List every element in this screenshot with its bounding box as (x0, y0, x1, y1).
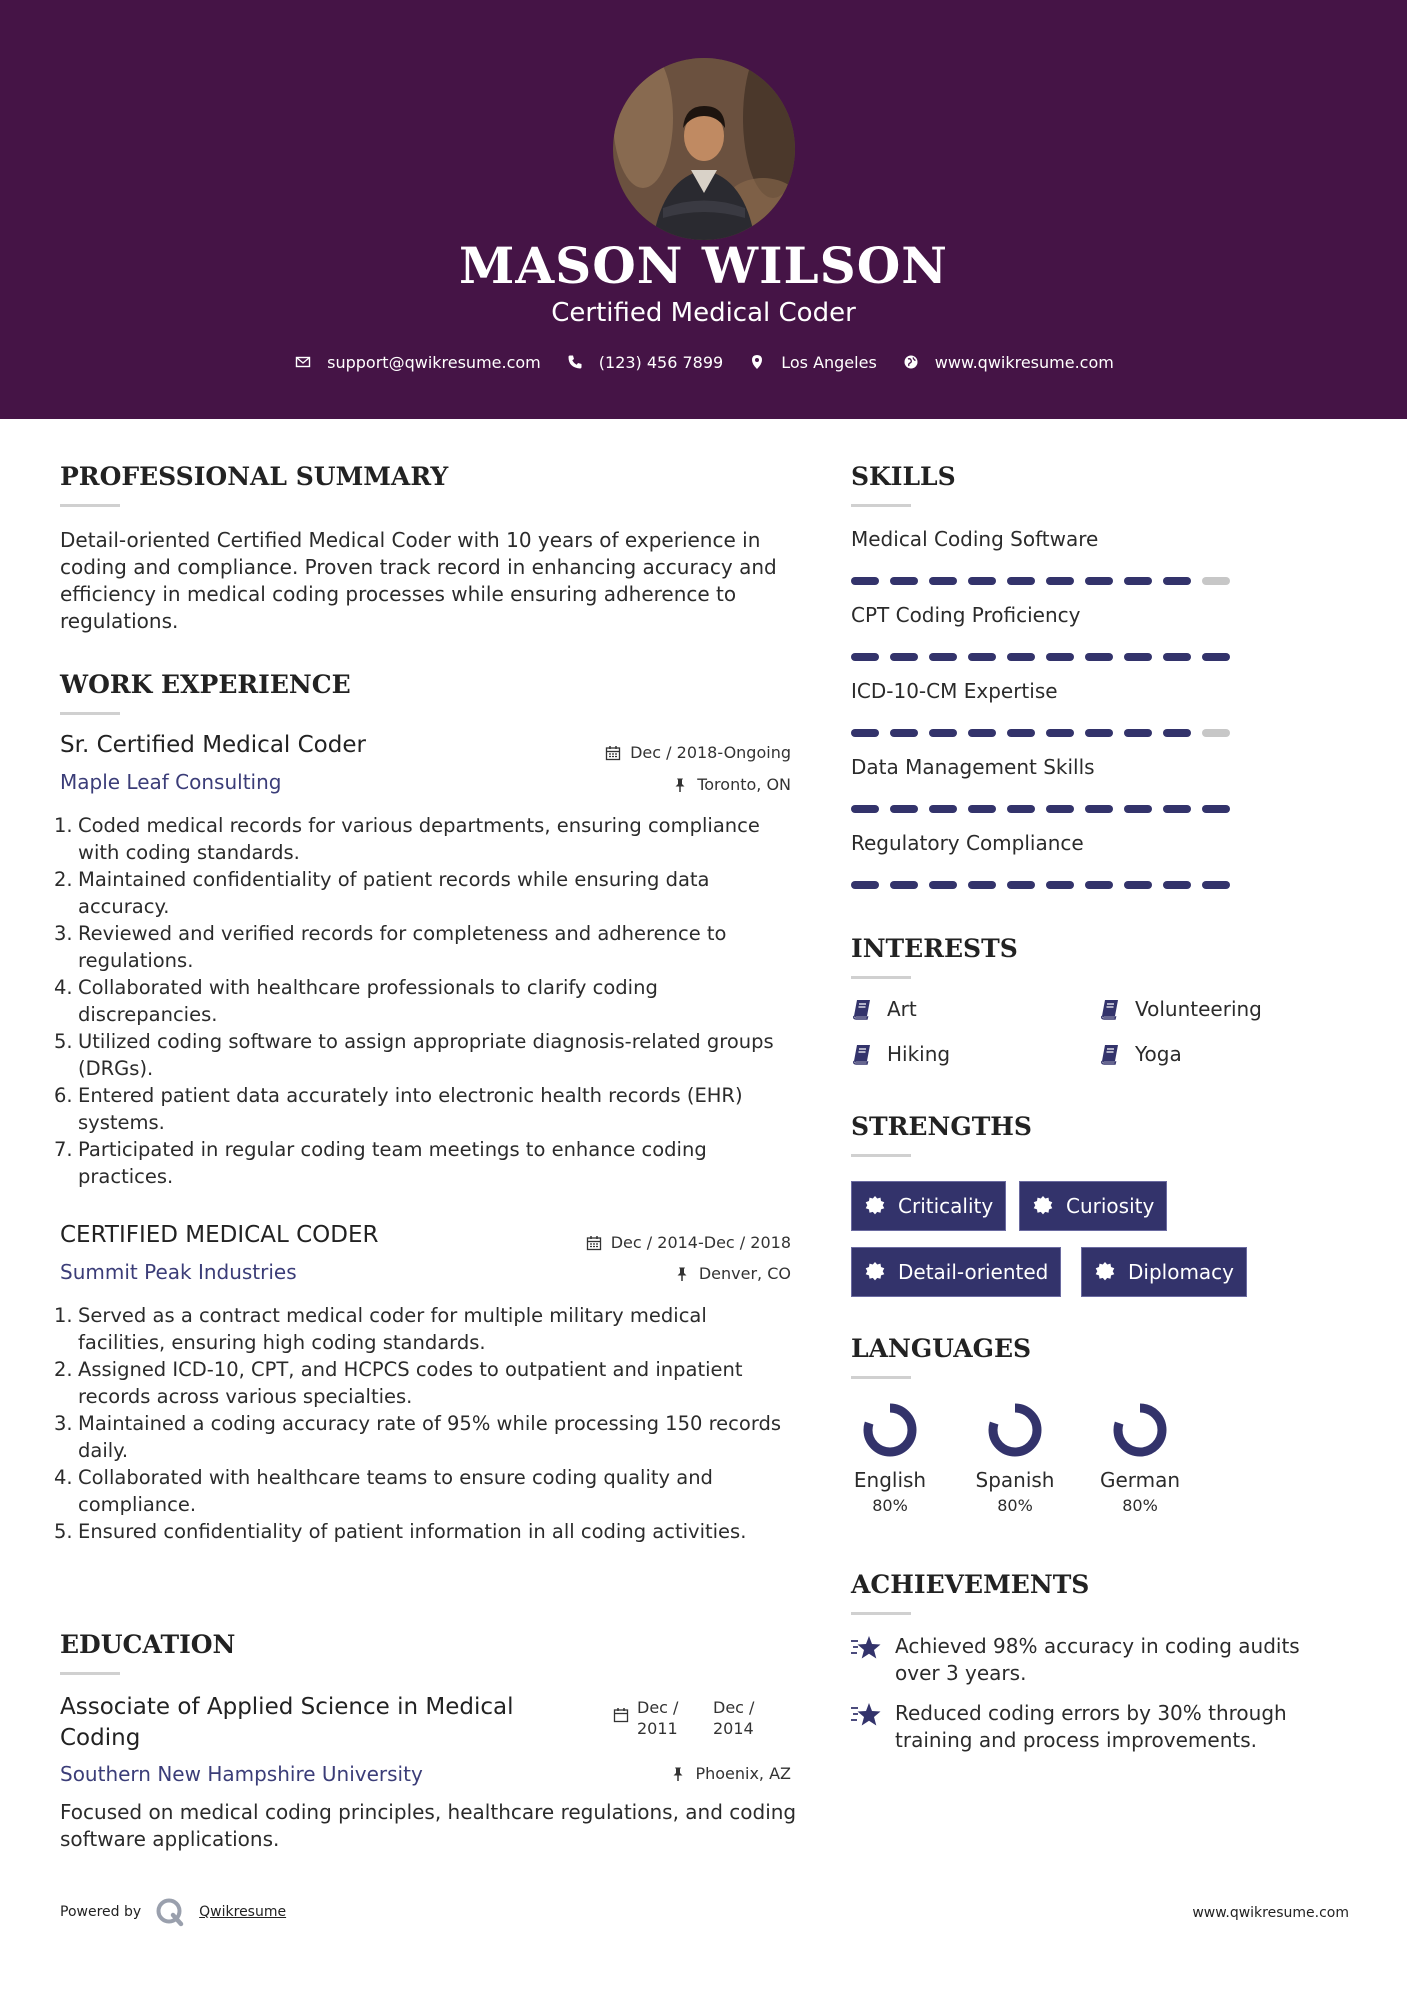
badge-icon (864, 1261, 886, 1283)
rating-dot (1124, 805, 1152, 813)
duty-item (54, 1082, 800, 1136)
rating-dot (1046, 881, 1074, 889)
rating-dot (1085, 653, 1113, 661)
education-description: Focused on medical coding principles, healthcare regulations, and coding software applications. (60, 1800, 797, 1851)
language-percent: 80% (872, 1496, 908, 1515)
duty-item (54, 1518, 800, 1545)
skill-rating (851, 577, 1230, 585)
job-dates-text: Dec / 2018-Ongoing (630, 743, 791, 762)
rating-dot (1124, 729, 1152, 737)
rating-dot (929, 577, 957, 585)
job-location (480, 775, 791, 794)
rating-dot (929, 881, 957, 889)
calendar-icon (605, 745, 621, 761)
interest-item (851, 1042, 950, 1066)
languages-heading: LANGUAGES (851, 1334, 1032, 1363)
duty-text: Collaborated with healthcare professionals to clarify coding discrepancies. (78, 976, 658, 1026)
achievement-item (849, 1700, 1287, 1754)
section-divider (60, 712, 120, 715)
duty-number: 2. (54, 868, 73, 891)
job-location-text: Denver, CO (698, 1264, 791, 1283)
rating-dot (1046, 653, 1074, 661)
duty-number: 1. (54, 814, 73, 837)
skill-rating (851, 805, 1230, 813)
interest-label: Yoga (1135, 1042, 1182, 1066)
rating-dot (968, 805, 996, 813)
duty-number: 6. (54, 1084, 73, 1107)
interest-item (1099, 1042, 1182, 1066)
star-icon (849, 1700, 883, 1730)
language-gauge-icon (1110, 1400, 1170, 1460)
strength-label: Criticality (898, 1194, 994, 1218)
header (0, 0, 1407, 419)
job-duties-list (54, 1302, 800, 1545)
education-location (480, 1764, 791, 1783)
job-duties-list (54, 812, 800, 1190)
strength-label: Curiosity (1066, 1194, 1155, 1218)
language-name: German (1099, 1468, 1181, 1492)
duty-number: 3. (54, 1412, 73, 1435)
rating-dot (1124, 881, 1152, 889)
duty-text: Ensured confidentiality of patient information in all coding activities. (78, 1520, 747, 1543)
book-icon (851, 1043, 873, 1065)
globe-icon (901, 352, 921, 372)
language-gauge-icon (860, 1400, 920, 1460)
language-name: English (853, 1468, 927, 1492)
phone-icon (565, 352, 585, 372)
degree-line-2: Coding (60, 1725, 141, 1751)
language-item (830, 1400, 950, 1515)
achievements-heading: ACHIEVEMENTS (851, 1570, 1090, 1599)
rating-dot (1202, 729, 1230, 737)
rating-dot (1163, 805, 1191, 813)
job-dates (480, 743, 791, 762)
strengths-heading: STRENGTHS (851, 1112, 1032, 1141)
duty-text: Participated in regular coding team meetings to enhance coding practices. (78, 1138, 707, 1188)
rating-dot (1085, 881, 1113, 889)
job-dates (480, 1233, 791, 1252)
book-icon (851, 998, 873, 1020)
badge-icon (1032, 1195, 1054, 1217)
achievement-line: over 3 years. (895, 1661, 1027, 1685)
rating-dot (1124, 577, 1152, 585)
interest-label: Hiking (887, 1042, 951, 1066)
duty-number: 5. (54, 1030, 73, 1053)
contact-location (747, 352, 877, 372)
contact-phone[interactable] (565, 352, 723, 372)
duty-item (54, 1464, 800, 1518)
rating-dot (1085, 577, 1113, 585)
rating-dot (1007, 729, 1035, 737)
achievement-line: training and process improvements. (895, 1728, 1258, 1752)
rating-dot (1163, 653, 1191, 661)
school-name: Southern New Hampshire University (60, 1762, 423, 1786)
job-location (480, 1264, 791, 1283)
strength-label: Diplomacy (1128, 1260, 1235, 1284)
duty-number: 5. (54, 1520, 73, 1543)
map-pin-icon (747, 352, 767, 372)
achievement-item (849, 1633, 1300, 1687)
footer-website[interactable]: www.qwikresume.com (1192, 1905, 1349, 1921)
duty-number: 2. (54, 1358, 73, 1381)
powered-by-text: Powered by (60, 1904, 142, 1920)
rating-dot (968, 881, 996, 889)
duty-text: Maintained a coding accuracy rate of 95% while processing 150 records daily. (78, 1412, 782, 1462)
duty-item (54, 1410, 800, 1464)
start-date-line-2: 2011 (637, 1719, 678, 1738)
section-divider (851, 1154, 911, 1157)
candidate-title: Certified Medical Coder (551, 298, 856, 328)
rating-dot (1124, 653, 1152, 661)
section-divider (60, 1672, 120, 1675)
rating-dot (1007, 653, 1035, 661)
duty-text: Utilized coding software to assign appropriate diagnosis-related groups (DRGs). (78, 1030, 774, 1080)
duty-text: Entered patient data accurately into electronic health records (EHR) systems. (78, 1084, 743, 1134)
achievement-text (895, 1633, 1300, 1687)
rating-dot (1046, 805, 1074, 813)
pushpin-icon (672, 777, 688, 793)
interest-item (851, 997, 917, 1021)
strength-badge (1019, 1181, 1167, 1231)
star-icon (849, 1633, 883, 1663)
footer-powered-by (60, 1897, 286, 1927)
duty-item (54, 920, 800, 974)
duty-text: Maintained confidentiality of patient records while ensuring data accuracy. (78, 868, 710, 918)
interest-label: Art (887, 997, 917, 1021)
book-icon (1099, 998, 1121, 1020)
rating-dot (890, 653, 918, 661)
rating-dot (890, 881, 918, 889)
brand-link[interactable]: Qwikresume (199, 1904, 287, 1920)
start-date-line-1: Dec / (637, 1698, 679, 1717)
contact-bar (0, 352, 1407, 372)
skill-rating (851, 881, 1230, 889)
rating-dot (1085, 805, 1113, 813)
strength-badge (1081, 1247, 1247, 1297)
duty-number: 4. (54, 1466, 73, 1489)
strength-label: Detail-oriented (898, 1260, 1049, 1284)
degree-line-1: Associate of Applied Science in Medical (60, 1694, 514, 1720)
interests-heading: INTERESTS (851, 934, 1018, 963)
skill-rating (851, 729, 1230, 737)
candidate-name: MASON WILSON (459, 236, 948, 295)
contact-website[interactable] (901, 352, 1114, 372)
duty-item (54, 866, 800, 920)
rating-dot (1007, 577, 1035, 585)
rating-dot (1202, 805, 1230, 813)
job-location-text: Toronto, ON (697, 775, 791, 794)
phone-text: (123) 456 7899 (598, 352, 724, 372)
location-text: Los Angeles (781, 352, 877, 372)
rating-dot (890, 577, 918, 585)
badge-icon (864, 1195, 886, 1217)
rating-dot (929, 805, 957, 813)
education-dates (613, 1697, 754, 1739)
achievement-line: Achieved 98% accuracy in coding audits (895, 1634, 1300, 1658)
language-name: Spanish (975, 1468, 1055, 1492)
job-dates-text: Dec / 2014-Dec / 2018 (610, 1233, 791, 1252)
strength-badge (851, 1181, 1006, 1231)
duty-item (54, 1356, 800, 1410)
skill-name: ICD-10-CM Expertise (851, 679, 1058, 703)
rating-dot (968, 577, 996, 585)
rating-dot (890, 729, 918, 737)
education-start-date (637, 1697, 693, 1739)
rating-dot (929, 653, 957, 661)
interest-item (1099, 997, 1262, 1021)
contact-email[interactable] (293, 352, 541, 372)
language-gauge-icon (985, 1400, 1045, 1460)
email-text: support@qwikresume.com (327, 352, 541, 372)
rating-dot (1085, 729, 1113, 737)
duty-number: 1. (54, 1304, 73, 1327)
duty-text: Collaborated with healthcare teams to ensure coding quality and compliance. (78, 1466, 713, 1516)
rating-dot (929, 729, 957, 737)
skill-name: Medical Coding Software (851, 527, 1099, 551)
rating-dot (1007, 881, 1035, 889)
envelope-icon (293, 352, 313, 372)
duty-text: Assigned ICD-10, CPT, and HCPCS codes to outpatient and inpatient records across various specialties. (78, 1358, 743, 1408)
rating-dot (1163, 881, 1191, 889)
experience-heading: WORK EXPERIENCE (60, 670, 351, 699)
duty-item (54, 1302, 800, 1356)
section-divider (851, 1376, 911, 1379)
company-name: Maple Leaf Consulting (60, 770, 282, 794)
skill-name: CPT Coding Proficiency (851, 603, 1081, 627)
language-gauge-arc (1118, 1408, 1162, 1452)
interest-label: Volunteering (1135, 997, 1262, 1021)
badge-icon (1094, 1261, 1116, 1283)
duty-number: 7. (54, 1138, 73, 1161)
duty-number: 4. (54, 976, 73, 999)
section-divider (851, 976, 911, 979)
achievement-line: Reduced coding errors by 30% through (895, 1701, 1287, 1725)
rating-dot (1202, 653, 1230, 661)
rating-dot (890, 805, 918, 813)
education-end-date (713, 1697, 754, 1739)
education-location-text: Phoenix, AZ (695, 1764, 791, 1783)
rating-dot (1163, 577, 1191, 585)
duty-item (54, 1136, 800, 1190)
language-gauge-arc (993, 1408, 1037, 1452)
language-item (955, 1400, 1075, 1515)
section-divider (851, 1612, 911, 1615)
job-title: CERTIFIED MEDICAL CODER (60, 1222, 379, 1248)
rating-dot (851, 653, 879, 661)
rating-dot (1046, 577, 1074, 585)
website-text: www.qwikresume.com (934, 352, 1114, 372)
summary-text: Detail-oriented Certified Medical Coder with 10 years of experience in coding and compliance. Proven track record in enhancing accuracy and efficiency in medical coding processes while ensuring adherence to regulations. (60, 528, 777, 633)
skill-rating (851, 653, 1230, 661)
section-divider (851, 504, 911, 507)
person-photo-icon (613, 58, 795, 240)
language-percent: 80% (1122, 1496, 1158, 1515)
rating-dot (851, 881, 879, 889)
job-title: Sr. Certified Medical Coder (60, 732, 366, 758)
section-divider (60, 504, 120, 507)
rating-dot (1163, 729, 1191, 737)
rating-dot (1046, 729, 1074, 737)
duty-text: Coded medical records for various departments, ensuring compliance with coding standards. (78, 814, 760, 864)
education-heading: EDUCATION (60, 1630, 236, 1659)
book-icon (1099, 1043, 1121, 1065)
duty-item (54, 974, 800, 1028)
language-gauge-arc (868, 1408, 912, 1452)
rating-dot (1202, 577, 1230, 585)
company-name: Summit Peak Industries (60, 1260, 297, 1284)
calendar-icon (613, 1707, 629, 1723)
qwikresume-logo-icon (155, 1897, 185, 1927)
rating-dot (851, 577, 879, 585)
end-date-line-1: Dec / (713, 1698, 755, 1717)
rating-dot (851, 805, 879, 813)
rating-dot (1007, 805, 1035, 813)
pushpin-icon (674, 1266, 690, 1282)
duty-item (54, 812, 800, 866)
pushpin-icon (670, 1766, 686, 1782)
language-percent: 80% (997, 1496, 1033, 1515)
duty-text: Reviewed and verified records for completeness and adherence to regulations. (78, 922, 727, 972)
summary-heading: PROFESSIONAL SUMMARY (60, 462, 449, 491)
rating-dot (1202, 881, 1230, 889)
rating-dot (968, 653, 996, 661)
language-item (1080, 1400, 1200, 1515)
skills-heading: SKILLS (851, 462, 956, 491)
achievement-text (895, 1700, 1287, 1754)
duty-text: Served as a contract medical coder for multiple military medical facilities, ensuring high coding standards. (78, 1304, 707, 1354)
end-date-line-2: 2014 (713, 1719, 754, 1738)
profile-photo (613, 58, 795, 240)
skill-name: Regulatory Compliance (851, 831, 1084, 855)
calendar-icon (586, 1235, 602, 1251)
strength-badge (851, 1247, 1061, 1297)
skill-name: Data Management Skills (851, 755, 1095, 779)
rating-dot (968, 729, 996, 737)
rating-dot (851, 729, 879, 737)
duty-item (54, 1028, 800, 1082)
duty-number: 3. (54, 922, 73, 945)
